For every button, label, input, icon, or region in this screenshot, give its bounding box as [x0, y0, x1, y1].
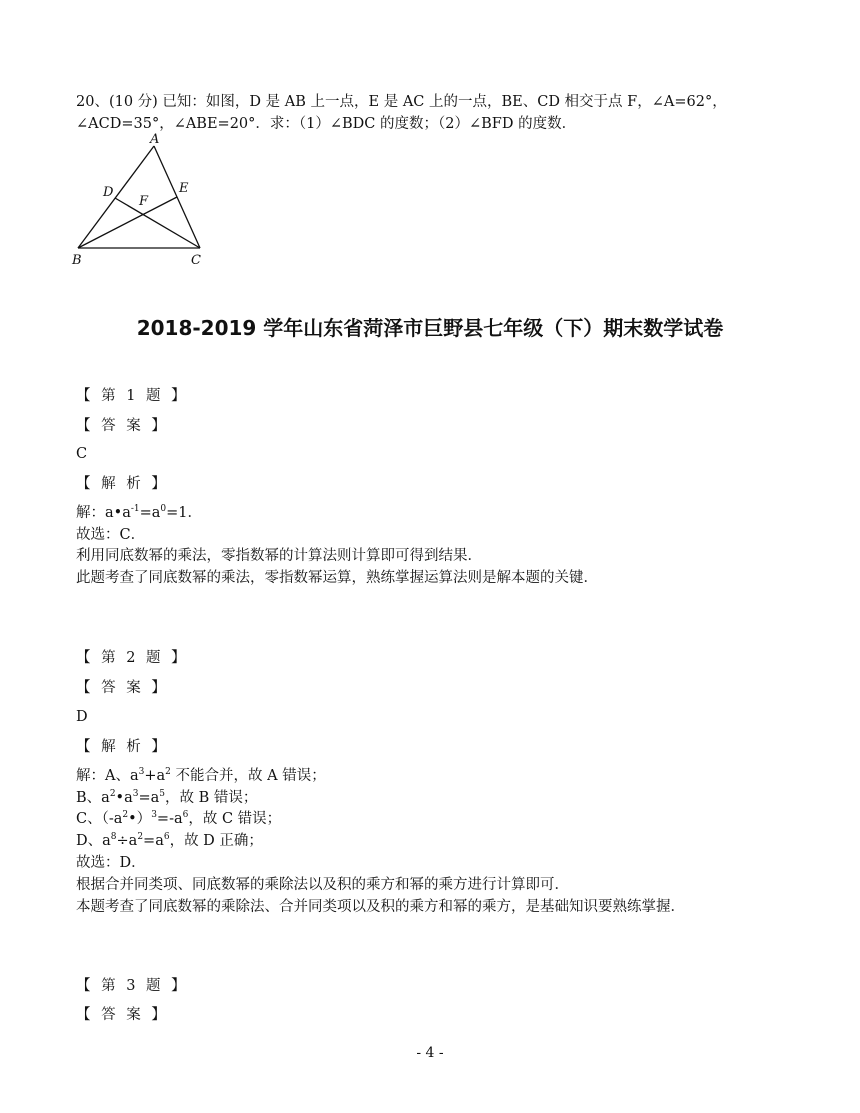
q1-answer-label: 【 答 案 】	[76, 418, 169, 434]
exam-title: 2018-2019 学年山东省菏泽市巨野县七年级（下）期末数学试卷	[136, 316, 724, 340]
label-f: F	[139, 194, 149, 209]
q1-analysis-label: 【 解 析 】	[76, 476, 169, 492]
q2-solution-c: C、$(-a^2•)^3=-a^6$，故 C 错误；	[76, 810, 282, 827]
triangle-figure	[70, 130, 220, 270]
q2-header: 【 第 2 题 】	[76, 650, 189, 666]
q1-answer: C	[76, 446, 88, 462]
label-e: E	[179, 181, 189, 196]
label-d: D	[103, 185, 114, 200]
problem20-line1: 20、(10 分) 已知：如图，D 是 AB 上一点，E 是 AC 上的一点，BE、CD 相交于点 F，∠A=62°，	[76, 94, 727, 110]
q2-analysis-label: 【 解 析 】	[76, 739, 169, 755]
q2-choose: 故选：D．	[76, 855, 146, 871]
page-number: - 4 -	[416, 1045, 444, 1061]
q3-header: 【 第 3 题 】	[76, 978, 189, 994]
q2-solution-a: 解：A、$a^3+a^2$ 不能合并，故 A 错误；	[76, 767, 326, 784]
label-b: B	[72, 253, 82, 268]
q3-answer-label: 【 答 案 】	[76, 1007, 169, 1023]
label-a: A	[150, 132, 160, 147]
q2-solution-d: D、$a^8\div a^2=a^6$，故 D 正确；	[76, 832, 263, 849]
q2-answer: D	[76, 709, 88, 725]
q2-summary: 本题考查了同底数幂的乘除法、合并同类项以及积的乘方和幂的乘方，是基础知识要熟练掌握．	[76, 899, 685, 915]
q1-solution-line1: 解：$a•a^{-1}=a^0=1$．	[76, 504, 203, 521]
q1-solution-line3: 利用同底数幂的乘法，零指数幂的计算法则计算即可得到结果．	[76, 548, 482, 564]
q1-header: 【 第 1 题 】	[76, 388, 189, 404]
q2-answer-label: 【 答 案 】	[76, 680, 169, 696]
q1-solution-line2: 故选：C．	[76, 527, 146, 543]
label-c: C	[191, 253, 201, 268]
q1-solution-line4: 此题考查了同底数幂的乘法，零指数幂运算，熟练掌握运算法则是解本题的关键．	[76, 570, 598, 586]
q2-solution-b: B、$a^2•a^3=a^5$，故 B 错误；	[76, 789, 258, 806]
q2-method: 根据合并同类项、同底数幂的乘除法以及积的乘方和幂的乘方进行计算即可．	[76, 877, 569, 893]
problem20-line2: ∠ACD=35°，∠ABE=20°．求：（1）∠BDC 的度数；（2）∠BFD 的度数．	[76, 116, 577, 132]
